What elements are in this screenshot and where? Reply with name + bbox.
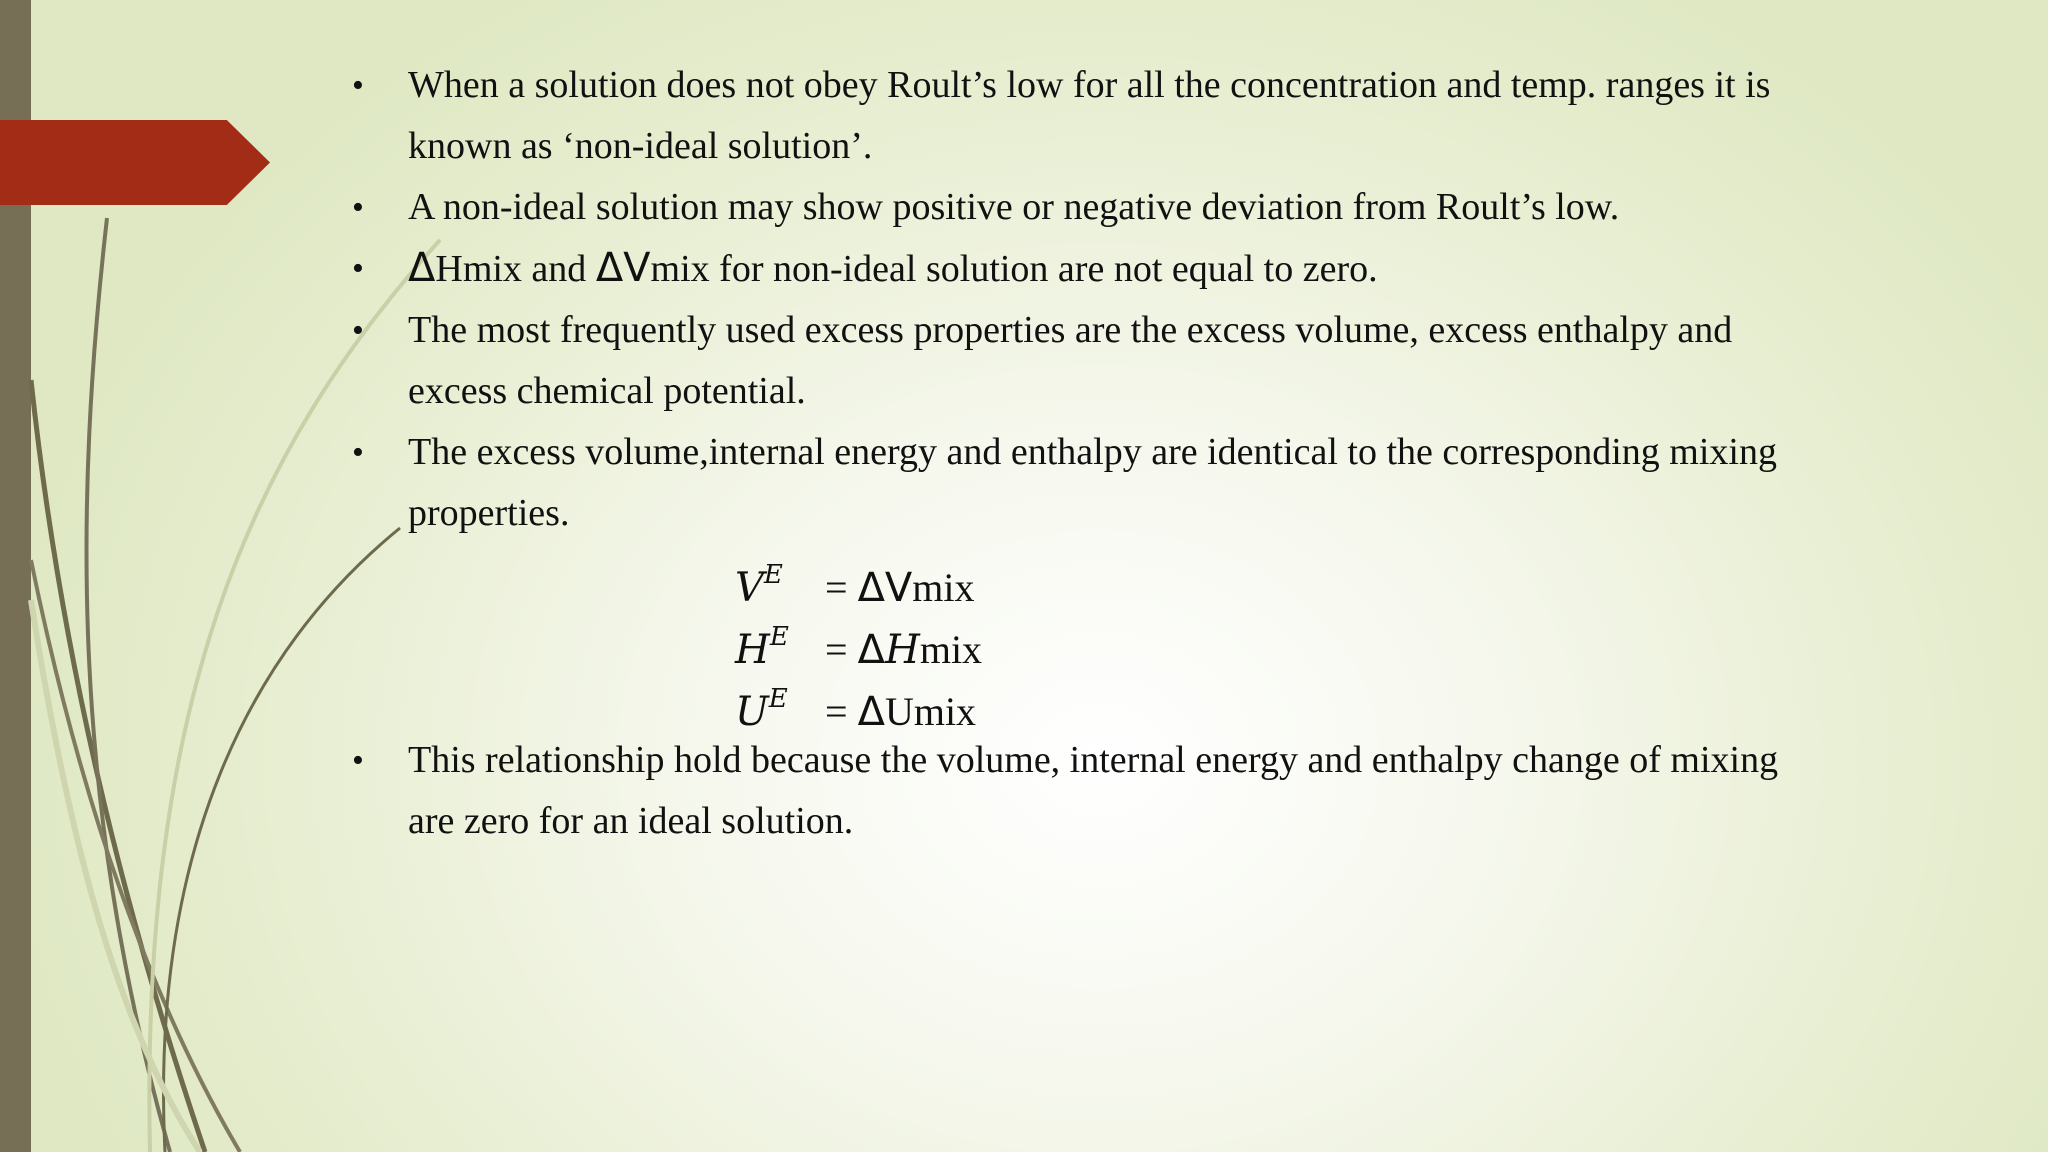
equation-suffix: mix — [912, 565, 975, 610]
bullet-item — [340, 730, 1800, 852]
equation-delta: Δ — [857, 627, 885, 673]
bullet-text-part: Hmix and — [435, 248, 596, 290]
delta-v-symbol: ΔV — [595, 245, 651, 291]
equation-lhs: $U^E$ — [735, 684, 788, 735]
curve-3 — [31, 560, 240, 1152]
bullet-text: When a solution does not obey Roult’s low for all the concentration and temp. ranges it is known as ‘non-ideal solution’. — [408, 64, 1771, 167]
bullet-text: A non-ideal solution may show positive or negative deviation from Roult’s low. — [408, 186, 1620, 228]
equation-internal-energy — [735, 668, 1800, 735]
bullet-item — [340, 177, 1800, 238]
bullet-dot: • — [352, 742, 364, 779]
bullet-item — [340, 300, 1800, 422]
bullet-dot: • — [352, 312, 364, 349]
equation-delta: Δ — [857, 689, 885, 735]
equation-lhs: $H^E$ — [735, 622, 789, 673]
bullet-text: This relationship hold because the volume, internal energy and enthalpy change of mixing are zero for an ideal solution. — [408, 739, 1779, 842]
equation-suffix: mix — [919, 627, 983, 672]
delta-symbol: Δ — [408, 245, 436, 291]
bullet-text: The excess volume,internal energy and enthalpy are identical to the corresponding mixing properties. — [408, 431, 1777, 534]
equation-lhs: $V^E$ — [735, 560, 783, 611]
red-arrow-tab — [0, 120, 270, 205]
bullet-list-bottom — [340, 730, 1800, 852]
bullet-text: The most frequently used excess properties are the excess volume, excess enthalpy and excess chemical potential. — [408, 309, 1733, 412]
bullet-item — [340, 238, 1800, 300]
bullet-list — [340, 55, 1800, 544]
equation-suffix: Umix — [884, 689, 977, 734]
bullet-dot: • — [352, 434, 364, 471]
bullet-text-part: mix for non-ideal solution are not equal to zero. — [650, 248, 1378, 290]
equals-sign: = — [825, 627, 848, 672]
bullet-dot: • — [352, 250, 364, 287]
equation-block — [340, 544, 1800, 735]
bullet-item — [340, 55, 1800, 177]
equals-sign: = — [825, 689, 848, 734]
equation-italic: H — [884, 627, 920, 673]
equation-volume — [735, 544, 1800, 611]
bullet-dot: • — [352, 67, 364, 104]
equals-sign: = — [825, 565, 848, 610]
slide-content — [340, 55, 1800, 852]
bullet-dot: • — [352, 189, 364, 226]
equation-enthalpy — [735, 606, 1800, 673]
bullet-item — [340, 422, 1800, 544]
equation-delta: ΔV — [857, 565, 913, 611]
